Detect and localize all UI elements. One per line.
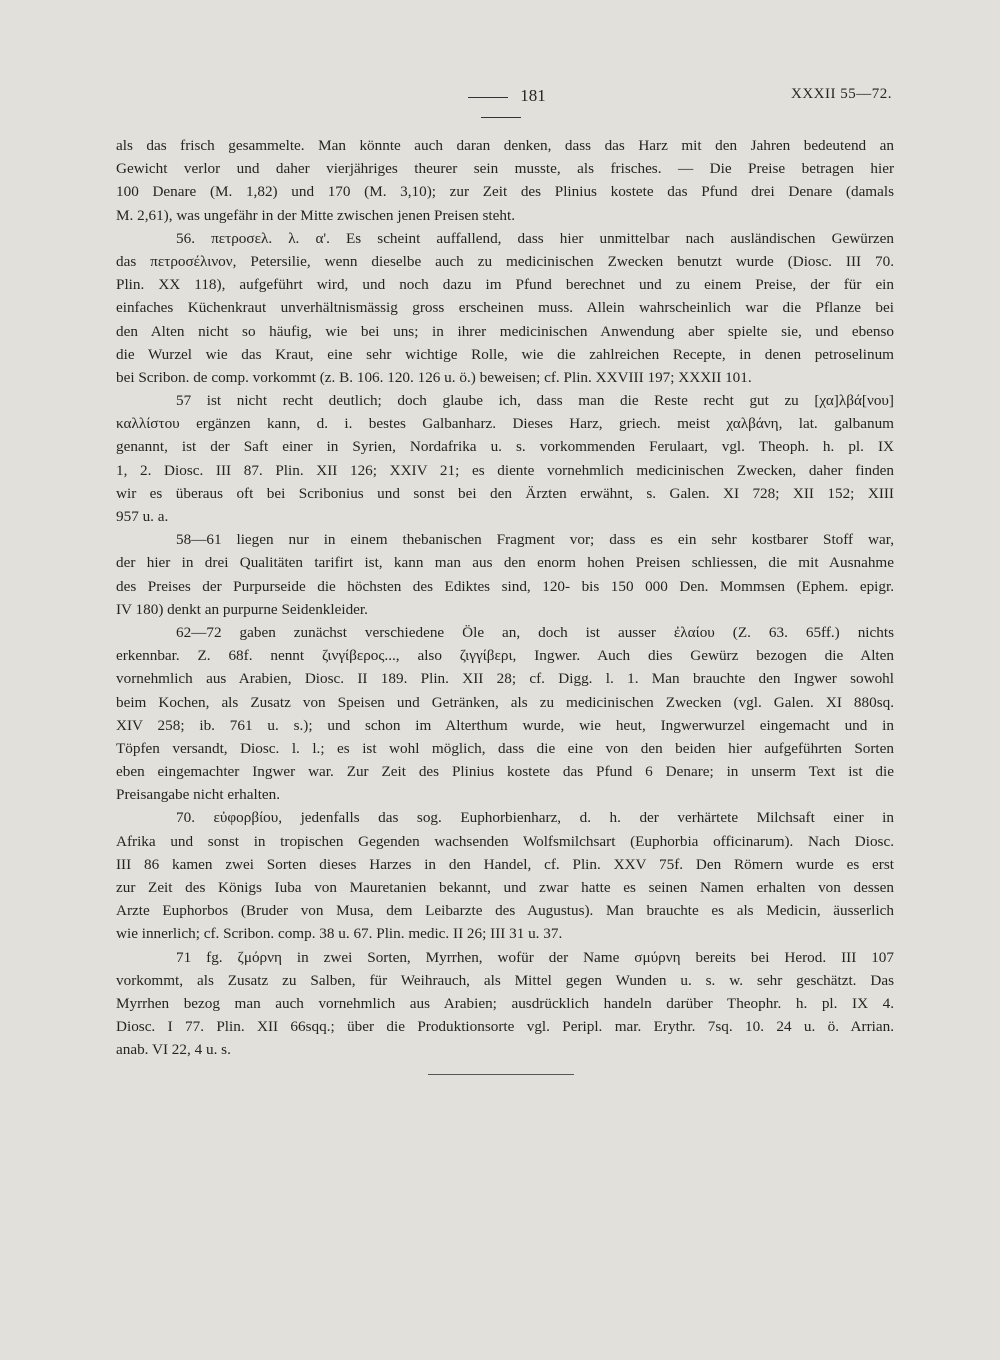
text-line: einfaches Küchenkraut unverhältnismässig gross erscheinen muss. Allein wahrscheinlich war die Pflanze bei [116, 299, 894, 317]
text-line: XIV 258; ib. 761 u. s.); und schon im Alterthum wurde, wie heut, Ingwerwurzel eingemacht und in [116, 716, 894, 734]
text-line: Afrika und sonst in tropischen Gegenden wachsenden Wolfsmilchsart (Euphorbia officinarum). Nach Diosc. [116, 832, 894, 850]
text-line: die Wurzel wie das Kraut, eine sehr wichtige Rolle, wie die zahlreichen Recepte, in denen petroselinum [116, 345, 894, 363]
text-line: 62—72 gaben zunächst verschiedene Öle an, doch ist ausser ἐλαίου (Z. 63. 65ff.) nichts [176, 623, 894, 641]
text-line: 1, 2. Diosc. III 87. Plin. XII 126; XXIV 21; es diente vornehmlich medicinischen Zwecken, daher finden [116, 461, 894, 479]
text-line: den Alten nicht so häufig, wie bei uns; in ihrer medicinischen Anwendung aber spielte sie, und ebenso [116, 322, 894, 340]
page-number [432, 86, 570, 126]
text-line: vornehmlich aus Arabien, Diosc. II 189. Plin. XII 28; cf. Digg. l. 1. Man brauchte den Ingwer sowohl [116, 670, 894, 688]
text-line: wie innerlich; cf. Scribon. comp. 38 u. 67. Plin. medic. II 26; III 31 u. 37. [116, 925, 563, 943]
text-line: 58—61 liegen nur in einem thebanischen Fragment vor; dass es ein sehr kostbarer Stoff war, [176, 531, 894, 549]
text-line: das πετροσέλινον, Petersilie, wenn dieselbe auch zu medicinischen Zwecken benutzt wurde (Diosc. III 70. [116, 252, 894, 270]
text-line: Arzte Euphorbos (Bruder von Musa, dem Leibarzte des Augustus). Man brauchte es als Medicin, äusserlich [116, 902, 894, 920]
section-reference: XXXII 55—72. [791, 86, 892, 102]
text-line: Plin. XX 118), aufgeführt wird, und noch dazu im Pfund berechnet und zu einem Preise, der für ein [116, 276, 894, 294]
text-line: 71 fg. ζμόρνη in zwei Sorten, Myrrhen, wofür der Name σμύρνη bereits bei Herod. III 107 [176, 948, 894, 966]
text-line: zur Zeit des Königs Iuba von Mauretanien bekannt, und zwar hatte es seinen Namen erhalten von dessen [116, 879, 894, 896]
commentary-text [116, 134, 894, 1062]
text-line: 70. εὐφορβίου, jedenfalls das sog. Euphorbienharz, d. h. der verhärtete Milchsaft einer in [176, 809, 894, 827]
text-line: vorkommt, als Zusatz zu Salben, für Weihrauch, als Mittel gegen Wunden u. s. w. sehr geschätzt. Das [116, 971, 894, 989]
text-line: καλλίστου ergänzen kann, d. i. bestes Galbanharz. Dieses Harz, griech. meist χαλβάνη, lat. galbanum [116, 415, 894, 433]
running-header [0, 86, 1000, 110]
text-line: 100 Denare (M. 1,82) und 170 (M. 3,10); zur Zeit des Plinius kostete das Pfund drei Denare (damals [116, 183, 894, 201]
text-line: Myrrhen bezog man auch vornehmlich aus Arabien; ausdrücklich handeln darüber Theophr. h. pl. IX 4. [116, 994, 894, 1012]
text-line: III 86 kamen zwei Sorten dieses Harzes in den Handel, cf. Plin. XXV 75f. Den Römern wurde es erst [116, 855, 894, 873]
text-line: erkennbar. Z. 68f. nennt ζινγίβερος..., also ζιγγίβερι, Ingwer. Auch dies Gewürz bezogen die Alten [116, 647, 894, 665]
page-number-text: 181 [520, 86, 546, 105]
text-line: 56. πετροσελ. λ. α'. Es scheint auffallend, dass hier unmittelbar nach ausländischen Gewürzen [176, 229, 894, 247]
text-line: beim Kochen, als Zusatz von Speisen und Getränken, als zu medicinischen Zwecken (vgl. Galen. XI 880sq. [116, 693, 894, 711]
text-line: anab. VI 22, 4 u. s. [116, 1041, 231, 1059]
text-line: Gewicht verlor und daher vierjähriges theurer sein musste, als frisches. — Die Preise betragen hier [116, 160, 894, 178]
text-line: bei Scribon. de comp. vorkommt (z. B. 106. 120. 126 u. ö.) beweisen; cf. Plin. XXVIII 197; XXXII 101. [116, 368, 752, 386]
text-line: Töpfen versandt, Diosc. l. l.; es ist wohl möglich, dass die eine von den beiden hier aufgeführten Sorten [116, 739, 894, 757]
text-line: als das frisch gesammelte. Man könnte auch daran denken, dass das Harz mit den Jahren bedeutend an [116, 137, 894, 154]
text-line: der hier in drei Qualitäten tarifirt ist, kann man aus den enorm hohen Preisen schliessen, die mit Ausnahme [116, 554, 894, 572]
dash-left [468, 97, 508, 98]
text-line: M. 2,61), was ungefähr in der Mitte zwischen jenen Preisen steht. [116, 206, 515, 224]
text-line: des Preises der Purpurseide die höchsten des Ediktes sind, 120- bis 150 000 Den. Mommsen (Ephem. epigr. [116, 577, 894, 595]
end-rule [428, 1074, 574, 1075]
text-line: Preisangabe nicht erhalten. [116, 786, 281, 804]
text-line: genannt, ist der Saft einer in Syrien, Nordafrika u. s. vorkommenden Ferulaart, vgl. Theoph. h. pl. IX [116, 438, 894, 456]
text-line: Diosc. I 77. Plin. XII 66sqq.; über die Produktionsorte vgl. Peripl. mar. Erythr. 7sq. 10. 24 u. ö. Arrian. [116, 1018, 894, 1036]
text-line: eben eingemachter Ingwer war. Zur Zeit des Plinius kostete das Pfund 6 Denare; in unserm Text ist die [116, 763, 894, 781]
text-line: wir es überaus oft bei Scribonius und sonst bei den Ärzten erwähnt, s. Galen. XI 728; XII 152; XIII [116, 484, 894, 502]
dash-right [481, 117, 521, 118]
text-line: 957 u. a. [116, 508, 169, 525]
text-line: 57 ist nicht recht deutlich; doch glaube ich, dass man die Reste recht gut zu [χα]λβά[νου] [176, 392, 894, 410]
text-line: IV 180) denkt an purpurne Seidenkleider. [116, 600, 368, 618]
